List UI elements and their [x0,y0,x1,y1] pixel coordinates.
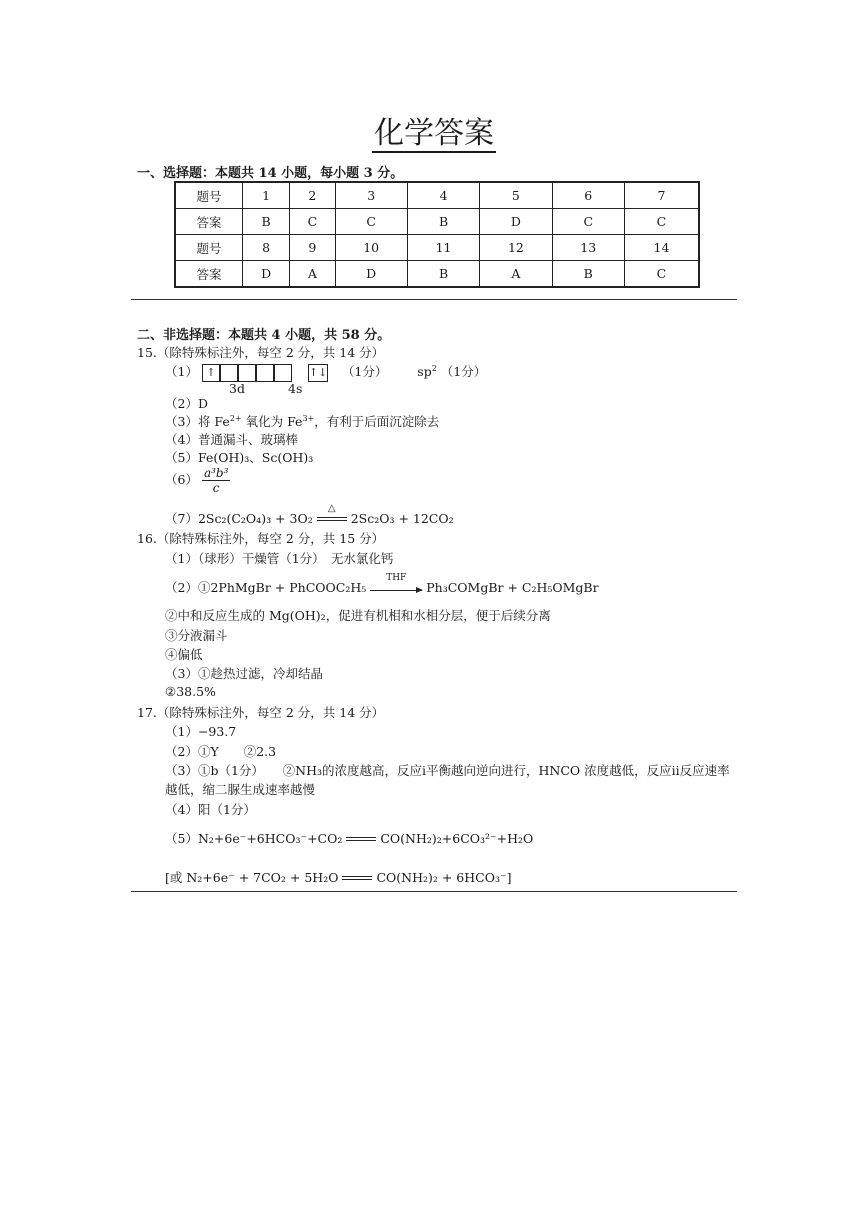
q16-part3-2: ②38.5% [165,684,216,699]
charge-sup: 2+ [229,413,242,423]
q16-part2-2: ②中和反应生成的 Mg(OH)₂，促进有机相和水相分层，便于后续分离 [165,608,551,623]
fraction [202,466,230,495]
q15-part6 [165,466,230,495]
table-cell: 14 [624,235,699,261]
q17-part4: （4）阳（1分） [165,802,256,817]
q15-p3-text: （3）将 Fe [165,414,230,429]
q15-p6-label: （6） [165,472,198,487]
table-cell: B [407,209,479,235]
table-row [175,261,699,288]
table-cell: C [552,209,624,235]
q17-part5-alt [165,868,511,886]
equation-right: 2Sc₂O₃ + 12CO₂ [350,511,454,526]
q17-part3-line2: 越低，缩二脲生成速率越慢 [165,782,316,797]
q15-part2: （2）D [165,396,208,411]
equation-left: N₂+6e⁻+6HCO₃⁻+CO₂ [197,831,343,846]
table-cell: A [290,261,335,288]
table-cell: C [290,209,335,235]
reaction-arrow-icon [370,573,422,591]
orbital-label-4s: 4s [288,381,303,396]
q15-p3-text: ，有利于后面沉淀除去 [314,414,440,429]
orbital-box [220,364,238,382]
equals-sign [342,876,372,882]
table-cell: A [480,261,552,288]
equation-right: CO(NH₂)₂+6CO₃²⁻+H₂O [380,831,534,846]
q15-p1-sp-score: （1分） [440,364,487,379]
table-cell: C [335,209,407,235]
table-cell: C [624,261,699,288]
section1-heading: 一、选择题：本题共 14 小题，每小题 3 分。 [137,166,404,181]
table-cell: 1 [243,182,290,209]
table-cell: D [480,209,552,235]
row-label-answer: 答案 [175,209,243,235]
q17-part3-line1: （3）①b（1分） ②NH₃的浓度越高，反应i平衡越向逆向进行，HNCO 浓度越低，反应ii反应速率 [165,763,730,778]
orbital-box [274,364,292,382]
q15-part4: （4）普通漏斗、玻璃棒 [165,432,298,447]
table-cell: 4 [407,182,479,209]
q17-part2: （2）①Y ②2.3 [165,744,277,759]
q15-p3-text: 氧化为 Fe [241,414,303,429]
row-label-answer: 答案 [175,261,243,288]
answer-table [174,181,700,288]
table-cell: B [552,261,624,288]
table-cell: D [243,261,290,288]
equation-right: Ph₃COMgBr + C₂H₅OMgBr [426,580,599,595]
table-row [175,235,699,261]
table-row [175,182,699,209]
orbital-box [238,364,256,382]
q16-part2-3: ③分液漏斗 [165,628,228,643]
q15-p1-score: （1分） [341,364,388,379]
table-cell: D [335,261,407,288]
row-label-question: 题号 [175,235,243,261]
equals-sign-heat [317,502,347,523]
q17-header: 17.（除特殊标注外，每空 2 分，共 14 分） [137,705,385,720]
fraction-denominator: c [212,481,220,495]
q17-part1: （1）−93.7 [165,724,237,739]
q16-part2 [165,573,599,596]
q15-part3 [165,412,439,430]
table-cell: 3 [335,182,407,209]
table-row [175,209,699,235]
table-cell: 13 [552,235,624,261]
charge-sup: 3+ [302,413,315,423]
q16-header: 16.（除特殊标注外，每空 2 分，共 15 分） [137,531,385,546]
q15-p1-sp-sup: 2 [431,363,437,373]
table-cell: B [243,209,290,235]
table-cell: 10 [335,235,407,261]
q17-part5 [165,829,533,847]
q15-p7-label: （7） [165,511,198,526]
bracket-open: [或 [165,870,187,885]
table-cell: 8 [243,235,290,261]
arrow-condition: THF [386,573,407,583]
equation-right: CO(NH₂)₂ + 6HCO₃⁻ [376,870,507,885]
q16-p2-label: （2）① [165,580,211,595]
q15-p5-label: （5） [165,450,198,465]
equation-left: 2Sc₂(C₂O₄)₃ + 3O₂ [197,511,313,526]
divider [131,891,737,892]
q17-p5-label: （5） [165,831,198,846]
equation-left: 2PhMgBr + PhCOOC₂H₅ [210,580,367,595]
table-cell: B [407,261,479,288]
equation-left: N₂+6e⁻ + 7CO₂ + 5H₂O [186,870,339,885]
orbital-diagram-3d [202,364,292,382]
orbital-label-3d: 3d [229,381,245,396]
page-title: 化学答案 [374,116,494,151]
q16-part3-1: （3）①趁热过滤，冷却结晶 [165,666,323,681]
table-cell: 12 [480,235,552,261]
q15-part1 [165,362,486,382]
equals-sign [346,837,376,843]
orbital-box [256,364,274,382]
q15-part5 [165,448,313,466]
divider [131,299,737,300]
table-cell: 9 [290,235,335,261]
table-cell: 2 [290,182,335,209]
table-cell: 5 [480,182,552,209]
q15-p5-text: Fe(OH)₃、Sc(OH)₃ [197,450,314,465]
q15-p1-sp: sp [417,364,432,379]
orbital-box: ↑ [202,364,220,382]
q16-part2-4: ④偏低 [165,647,203,662]
table-cell: 11 [407,235,479,261]
section2-heading: 二、非选择题：本题共 4 小题，共 58 分。 [137,328,391,343]
q15-part7 [165,502,454,527]
row-label-question: 题号 [175,182,243,209]
table-cell: 7 [624,182,699,209]
fraction-numerator: a³b³ [203,466,229,480]
heat-triangle-icon: △ [327,502,336,514]
q15-header: 15.（除特殊标注外，每空 2 分，共 14 分） [137,345,385,360]
orbital-box-4s: ↑↓ [308,364,328,382]
table-cell: 6 [552,182,624,209]
bracket-close: ] [506,870,512,885]
q15-p1-label: （1） [165,364,198,379]
table-cell: C [624,209,699,235]
q16-part1: （1）（球形）干燥管（1分） 无水氯化钙 [165,551,394,566]
